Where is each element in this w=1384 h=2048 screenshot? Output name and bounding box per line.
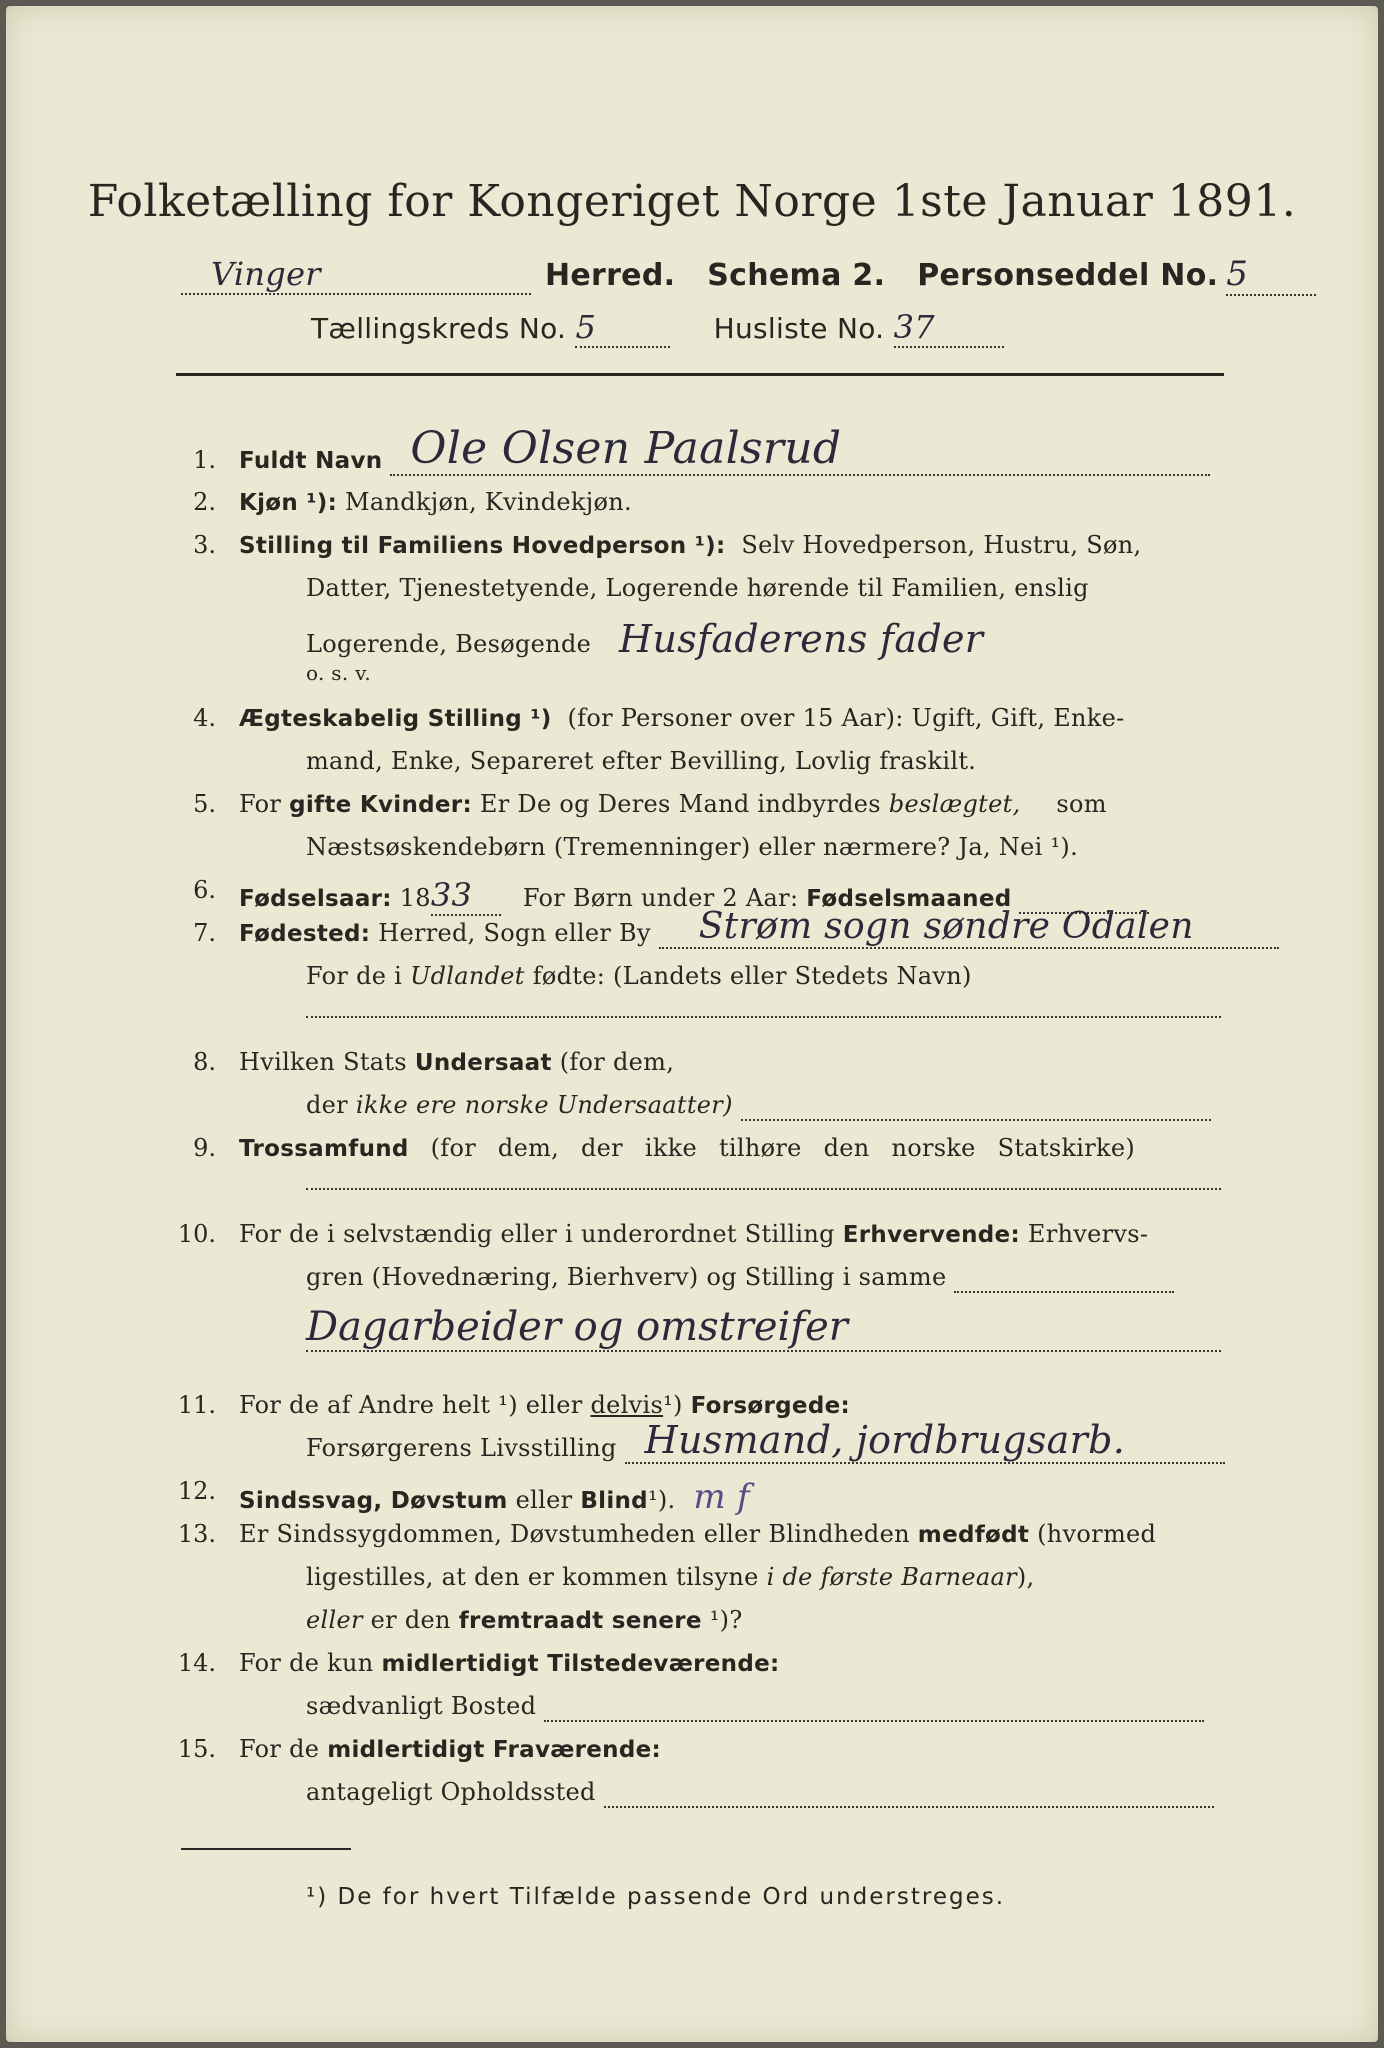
q8-text1a: Hvilken Stats xyxy=(239,1048,407,1076)
q15-number: 15. xyxy=(177,1735,216,1763)
q2-label: Kjøn ¹): xyxy=(239,490,338,516)
q13-number: 13. xyxy=(177,1520,216,1548)
form-title: Folketælling for Kongeriget Norge 1ste Januar 1891. xyxy=(87,176,1297,227)
q14-line1 xyxy=(239,1649,780,1677)
q14-number: 14. xyxy=(177,1649,216,1677)
q13-text3b: er den xyxy=(370,1606,451,1634)
q7-text2b: Udlandet xyxy=(410,962,525,990)
q4-label: Ægteskabelig Stilling ¹) xyxy=(239,706,552,732)
q6-label: Fødselsaar: xyxy=(239,886,392,912)
q12-number: 12. xyxy=(177,1477,216,1505)
q14-line2 xyxy=(306,1692,1204,1722)
q13-label2: fremtraadt senere xyxy=(458,1608,702,1634)
q7-line2 xyxy=(306,962,972,990)
personseddel-label: Personseddel No. xyxy=(917,258,1219,293)
q13-label: medfødt xyxy=(917,1522,1030,1548)
q3-line4: o. s. v. xyxy=(306,661,372,685)
q7-number: 7. xyxy=(193,919,216,947)
herred-label: Herred. xyxy=(544,258,676,293)
q5-text1b: beslægtet, xyxy=(888,790,1021,818)
q7-value: Strøm sogn søndre Odalen xyxy=(698,906,1194,947)
q15-text1: For de xyxy=(239,1735,320,1763)
q8-text2a: der xyxy=(306,1091,348,1119)
q9-text: (for dem, der ikke tilhøre den norske Statskirke) xyxy=(430,1134,1136,1162)
q2-number: 2. xyxy=(193,488,216,516)
q8-line2 xyxy=(306,1091,1211,1121)
q6-text: For Børn under 2 Aar: xyxy=(522,884,799,912)
q14-text2: sædvanligt Bosted xyxy=(306,1692,537,1720)
q5-label: gifte Kvinder: xyxy=(289,792,472,818)
q13-line2 xyxy=(306,1563,1034,1591)
q12-text2: ¹). xyxy=(647,1486,676,1514)
herred-line xyxy=(181,254,1316,296)
q13-text3a: eller xyxy=(306,1606,363,1634)
q10-number: 10. xyxy=(177,1220,216,1248)
footnote-rule xyxy=(181,1848,351,1850)
q9-label: Trossamfund xyxy=(239,1136,409,1162)
q10-answer-line xyxy=(954,1263,1174,1293)
q13-text1a: Er Sindssygdommen, Døvstumheden eller Blindheden xyxy=(239,1520,910,1548)
q4-line2: mand, Enke, Separeret efter Bevilling, Lovlig fraskilt. xyxy=(306,747,977,775)
q10-text1a: For de i selvstændig eller i underordnet Stilling xyxy=(239,1220,835,1248)
q6-prefix: 18 xyxy=(399,884,431,912)
q13-text2c: ), xyxy=(1016,1563,1035,1591)
q5-text1a: Er De og Deres Mand indbyrdes xyxy=(479,790,881,818)
q10-text1b: Erhvervs- xyxy=(1027,1220,1149,1248)
q1-value: Ole Olsen Paalsrud xyxy=(410,423,842,474)
q13-text3c: ¹)? xyxy=(709,1606,743,1634)
q6-number: 6. xyxy=(193,876,216,904)
husliste-label: Husliste No. xyxy=(713,312,885,345)
q15-answer-line xyxy=(604,1778,1214,1808)
q12-label2: Blind xyxy=(580,1488,648,1514)
q7-text: Herred, Sogn eller By xyxy=(378,919,651,947)
herred-value: Vinger xyxy=(181,255,531,295)
q3-line3 xyxy=(306,617,983,661)
kreds-line xyxy=(311,308,1004,348)
q10-line2 xyxy=(306,1263,1174,1293)
q15-line1 xyxy=(239,1735,661,1763)
q10-text2: gren (Hovednæring, Bierhverv) og Stilling i samme xyxy=(306,1263,947,1291)
q9-answer-line xyxy=(306,1178,1221,1190)
q11-text1a: For de af Andre helt ¹) eller xyxy=(239,1391,583,1419)
q7-text2a: For de i xyxy=(306,962,403,990)
q5-line2: Næstsøskendebørn (Tremenninger) eller nærmere? Ja, Nei ¹). xyxy=(306,833,1079,861)
q6-value: 33 xyxy=(431,876,501,916)
q11-text1b: delvis xyxy=(590,1391,664,1419)
q11-answer-line xyxy=(625,1418,1225,1464)
q8-number: 8. xyxy=(193,1048,216,1076)
q10-value: Dagarbeider og omstreifer xyxy=(306,1304,848,1350)
q7-text2c: fødte: (Landets eller Stedets Navn) xyxy=(532,962,972,990)
q8-text1b: (for dem, xyxy=(559,1048,675,1076)
q2-text: Mandkjøn, Kvindekjøn. xyxy=(345,488,632,516)
q15-text2: antageligt Opholdssted xyxy=(306,1778,596,1806)
husliste-value: 37 xyxy=(894,308,1004,348)
q1-number: 1. xyxy=(193,446,216,474)
q5-number: 5. xyxy=(193,790,216,818)
q7-extra-line xyxy=(306,1006,1221,1018)
q14-answer-line xyxy=(544,1692,1204,1722)
q3-text3: Logerende, Besøgende xyxy=(306,630,592,658)
q3-label: Stilling til Familiens Hovedperson ¹): xyxy=(239,533,726,559)
kreds-label: Tællingskreds No. xyxy=(311,312,567,345)
q5-pre: For xyxy=(239,790,282,818)
q11-text2: Forsørgerens Livsstilling xyxy=(306,1434,617,1462)
q3-line1 xyxy=(239,531,1141,559)
q4-text1: (for Personer over 15 Aar): Ugift, Gift, Enke- xyxy=(567,704,1125,732)
q6-label2: Fødselsmaaned xyxy=(806,886,1012,912)
personseddel-value: 5 xyxy=(1226,254,1316,296)
q11-value: Husmand, jordbrugsarb. xyxy=(644,1418,1126,1462)
q11-line1 xyxy=(239,1391,850,1419)
q8-line1 xyxy=(239,1048,674,1076)
q8-text2b: ikke ere norske Undersaatter) xyxy=(355,1091,733,1119)
header-divider xyxy=(176,373,1224,376)
q13-text2b: i de første Barneaar xyxy=(766,1563,1017,1591)
q2-line xyxy=(239,488,632,516)
q12-label: Sindssvag, Døvstum xyxy=(239,1488,508,1514)
q1-line xyxy=(239,423,1210,476)
q14-label: midlertidigt Tilstedeværende: xyxy=(381,1651,780,1677)
q13-text1b: (hvormed xyxy=(1037,1520,1157,1548)
q4-number: 4. xyxy=(193,704,216,732)
q7-line1 xyxy=(239,906,1279,949)
q5-text1c: som xyxy=(1056,790,1107,818)
q3-number: 3. xyxy=(193,531,216,559)
q5-line1 xyxy=(239,790,1107,818)
q8-answer-line xyxy=(741,1091,1211,1121)
q4-line1 xyxy=(239,704,1125,732)
q13-text2a: ligestilles, at den er kommen tilsyne xyxy=(306,1563,759,1591)
q3-text1: Selv Hovedperson, Hustru, Søn, xyxy=(741,531,1142,559)
q7-answer-line xyxy=(659,906,1279,949)
q13-line1 xyxy=(239,1520,1156,1548)
q7-label: Fødested: xyxy=(239,921,371,947)
q12-text: eller xyxy=(515,1486,573,1514)
q3-value: Husfaderens fader xyxy=(619,617,984,661)
kreds-value: 5 xyxy=(575,308,670,348)
q9-number: 9. xyxy=(193,1134,216,1162)
q12-line xyxy=(239,1477,750,1517)
schema-label: Schema 2. xyxy=(707,258,886,293)
q11-line2 xyxy=(306,1418,1225,1464)
q11-number: 11. xyxy=(177,1391,216,1419)
q9-line xyxy=(239,1134,1135,1162)
q12-value: m f xyxy=(693,1477,750,1517)
q10-line1 xyxy=(239,1220,1148,1248)
q1-label: Fuldt Navn xyxy=(239,448,383,474)
q11-text1c: ¹) xyxy=(663,1391,683,1419)
q3-line2: Datter, Tjenestetyende, Logerende hørende til Familien, enslig xyxy=(306,574,1089,602)
footnote: ¹) De for hvert Tilfælde passende Ord understreges. xyxy=(306,1884,1006,1910)
q11-label: Forsørgede: xyxy=(690,1393,850,1419)
q8-label: Undersaat xyxy=(414,1050,552,1076)
q10-label: Erhvervende: xyxy=(842,1222,1020,1248)
q15-line2 xyxy=(306,1778,1214,1808)
q1-answer-line xyxy=(390,423,1210,476)
q13-line3 xyxy=(306,1606,743,1634)
census-form-sheet xyxy=(6,6,1378,2042)
q14-text1: For de kun xyxy=(239,1649,374,1677)
q10-answer-line2 xyxy=(306,1306,1221,1352)
q15-label: midlertidigt Fraværende: xyxy=(327,1737,662,1763)
